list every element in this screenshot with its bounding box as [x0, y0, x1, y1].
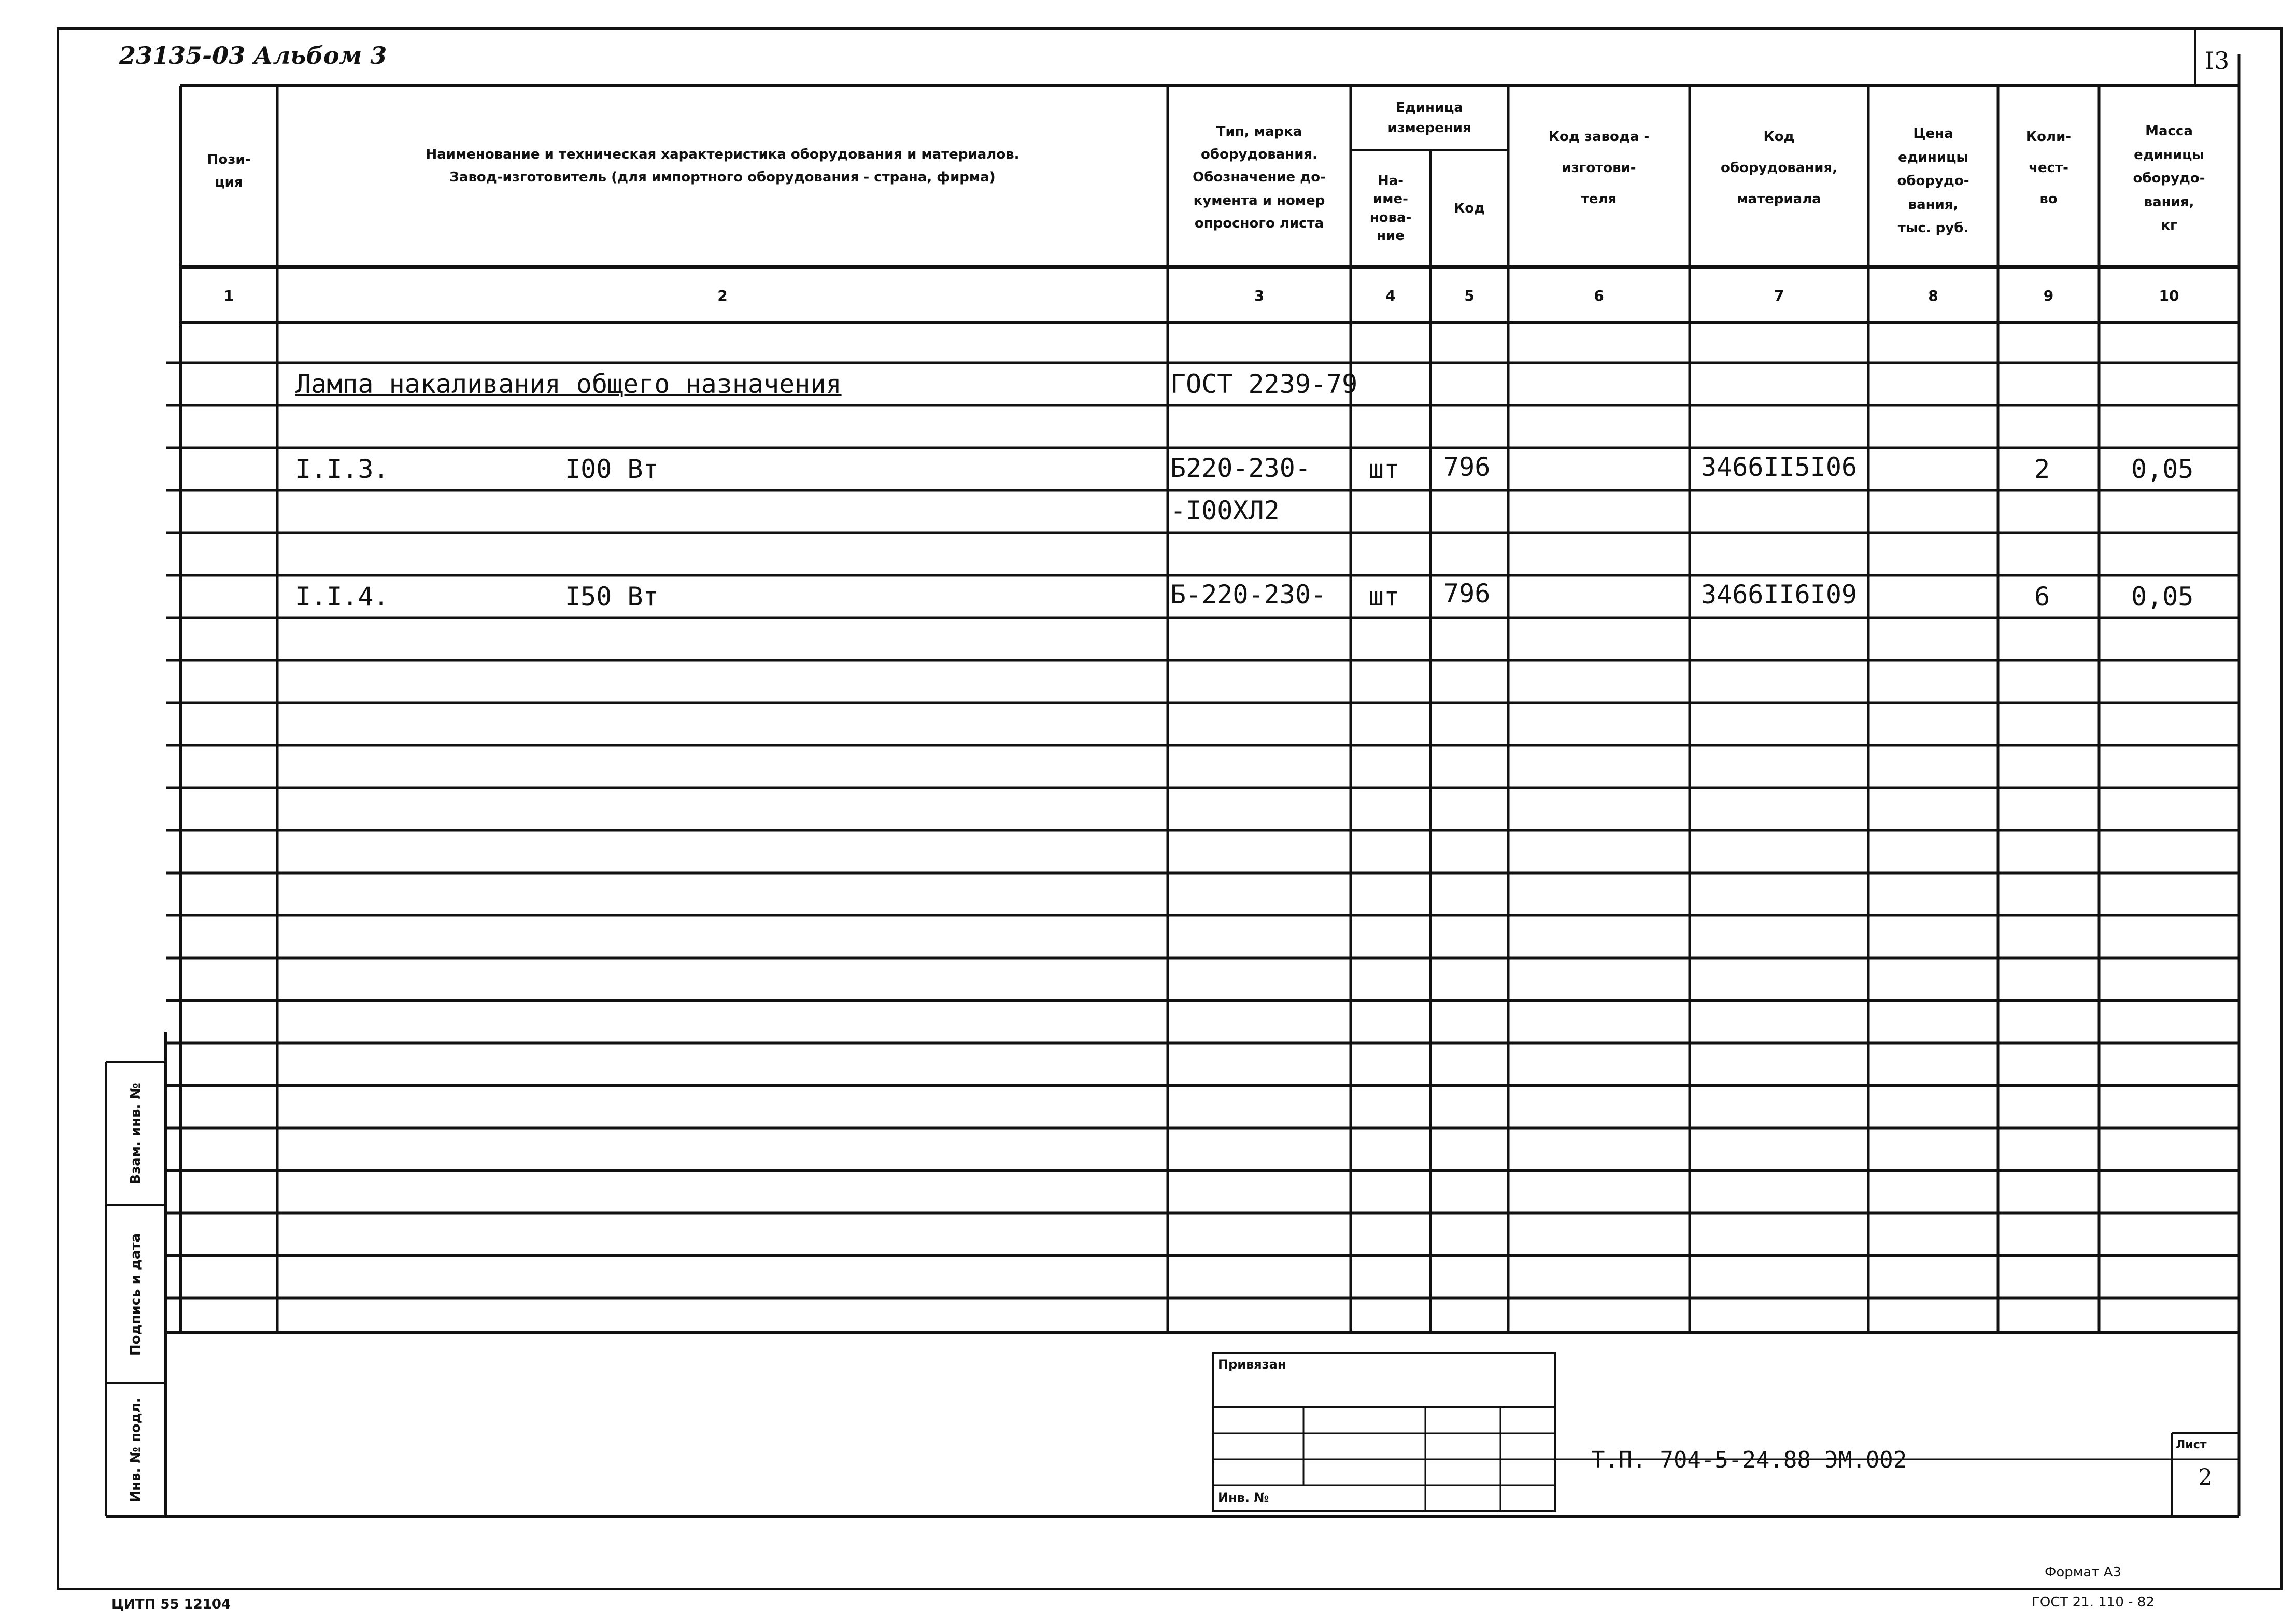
item-equipment-code: 3466II6I09	[1701, 580, 1858, 610]
sheet-number: 2	[2198, 1464, 2213, 1491]
item-name: I00 Вт	[565, 454, 659, 484]
header-unit-name: На- име- нова- ние	[1369, 173, 1412, 244]
header-price: Цена единицы оборудо- вания, тыс. руб.	[1897, 126, 1969, 236]
sheet-label: Лист	[2176, 1438, 2207, 1451]
colnum-1: 1	[223, 287, 234, 304]
side-label-vzam: Взам. инв. №	[128, 1083, 144, 1184]
header-quantity: Коли- чест- во	[2025, 129, 2072, 207]
colnum-9: 9	[2043, 287, 2054, 304]
header-unit-group: Единица измерения	[1387, 100, 1471, 136]
item-group-type: ГОСТ 2239-79	[1170, 369, 1358, 399]
side-label-inv: Инв. № подл.	[128, 1398, 144, 1502]
item-type: Б-220-230-	[1170, 580, 1327, 610]
header-type: Тип, марка оборудования. Обозначение до- кумента и номер опросного листа	[1193, 124, 1326, 231]
footer-registry: ЦИТП 55 12104	[111, 1597, 231, 1612]
colnum-3: 3	[1254, 287, 1265, 304]
colnum-4: 4	[1385, 287, 1396, 304]
item-name: I50 Вт	[565, 582, 659, 612]
item-mass: 0,05	[2131, 582, 2194, 612]
header-unit-code: Код	[1453, 201, 1485, 217]
document-designation: Т.П. 704-5-24.88 ЭМ.002	[1591, 1447, 1907, 1473]
colnum-2: 2	[717, 287, 728, 304]
stamp-inv-no: Инв. №	[1218, 1490, 1269, 1505]
item-quantity: 2	[2034, 454, 2050, 484]
item-type: Б220-230-	[1170, 453, 1311, 483]
item-unit-code: 796	[1443, 452, 1491, 482]
colnum-6: 6	[1594, 287, 1604, 304]
side-label-podpis: Подпись и дата	[128, 1233, 144, 1356]
item-mass: 0,05	[2131, 454, 2194, 484]
header-position: Пози- ция	[207, 151, 251, 190]
item-type-continued: -I00ХЛ2	[1170, 496, 1280, 526]
colnum-5: 5	[1464, 287, 1475, 304]
item-unit: шт	[1368, 582, 1400, 612]
header-name: Наименование и техническая характеристика оборудования и материалов. Завод-изготовитель (для импортного оборудования - страна, фирма)	[426, 146, 1019, 185]
header-factory-code: Код завода - изготови- теля	[1548, 129, 1650, 207]
footer-format: Формат А3	[2045, 1564, 2122, 1580]
item-group-name: Лампа накаливания общего назначения	[295, 369, 842, 399]
item-position: I.I.3.	[295, 454, 389, 484]
item-position: I.I.4.	[295, 582, 389, 612]
header-mass: Масса единицы оборудо- вания, кг	[2133, 123, 2205, 234]
header-equipment-code: Код оборудования, материала	[1720, 129, 1838, 207]
album-reference: 23135-03 Альбом 3	[119, 41, 387, 69]
sheet-corner-number: I3	[2204, 47, 2230, 75]
item-unit-code: 796	[1443, 579, 1491, 609]
item-equipment-code: 3466II5I06	[1701, 452, 1858, 482]
item-unit: шт	[1368, 454, 1400, 484]
footer-gost: ГОСТ 21. 110 - 82	[2032, 1595, 2155, 1610]
colnum-8: 8	[1928, 287, 1938, 304]
colnum-10: 10	[2159, 287, 2179, 304]
colnum-7: 7	[1774, 287, 1784, 304]
stamp-privyazan: Привязан	[1218, 1357, 1286, 1372]
item-quantity: 6	[2034, 582, 2050, 612]
